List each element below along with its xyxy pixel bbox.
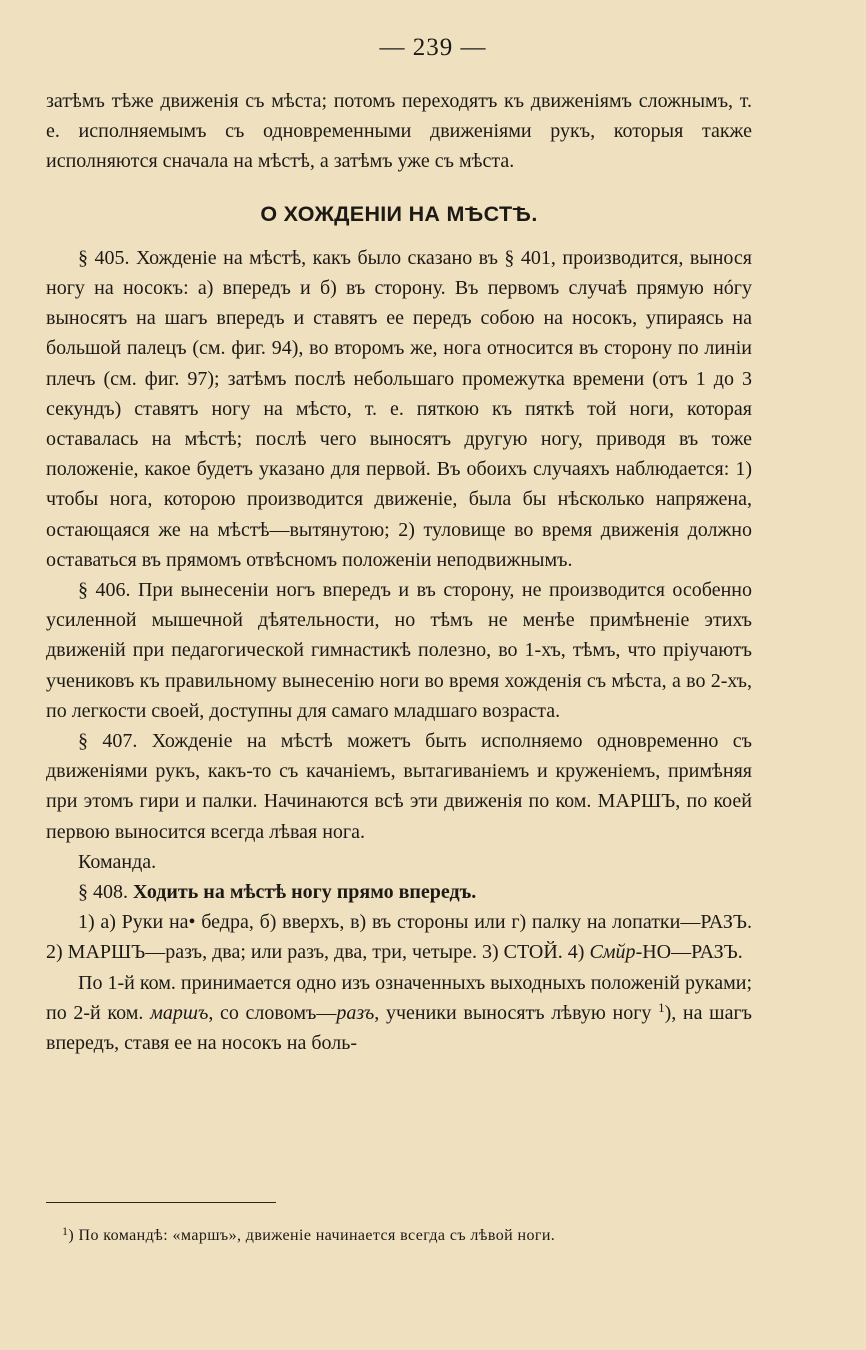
exercise-title: Ходить на мѣстѣ ногу прямо впередъ. (133, 881, 477, 904)
smir-italic: Смйр (589, 941, 636, 964)
paragraph-405: § 405. Хожденіе на мѣстѣ, какъ было сказано въ § 401, производится, вынося ногу на носокъ: а) впередъ и б) въ сторону. Въ первомъ случаѣ прямую нóгу выносятъ на шагъ впередъ и ставятъ ее передъ собою на носокъ, упираясь на большой палецъ (см. фиг. 94), во второмъ же, нога относится въ сторону по линіи плечъ (см. фиг. 97); затѣмъ послѣ небольшаго промежутка времени (отъ 1 до 3 секундъ) ставятъ ногу на мѣсто, т. е. пяткою къ пяткѣ той ноги, которая оставалась на мѣстѣ; послѣ чего выносятъ другую ногу, приводя въ тоже положеніе, какое будетъ указано для первой. Въ обоихъ случаяхъ наблюдается: 1) чтобы нога, которою производится движеніе, была бы нѣсколько напряжена, остающаяся же на мѣстѣ—вытянутою; 2) туловище во время движенія должно оставаться въ прямомъ отвѣсномъ положеніи неподвижнымъ. (46, 246, 752, 571)
section-heading: О ХОЖДЕНІИ НА МѢСТѢ. (260, 201, 538, 226)
paragraph-408-heading (46, 877, 752, 907)
command-label: Команда. (78, 850, 157, 873)
explanation-text-4: ), на шагъ впередъ, ставя ее на носокъ на боль- (46, 1001, 753, 1055)
commands-text: 1) а) Руки на• бедра, б) вверхъ, в) въ стороны или г) палку на лопатки—РАЗЪ. 2) МАРШЪ—разъ, два; или разъ, два, три, четыре. 3) СТОЙ. 4) (46, 911, 752, 964)
footnote-rule (46, 1202, 276, 1203)
body-text (46, 86, 752, 1058)
commands-text-end: -НО—РАЗЪ. (635, 941, 743, 964)
footnote-mark: 1 (62, 1224, 69, 1238)
intro-paragraph: затѣмъ тѣже движенія съ мѣста; потомъ переходятъ къ движеніямъ сложнымъ, т. е. исполняемымъ съ одновременными движеніями рукъ, которыя также исполняются сначала на мѣстѣ, а затѣмъ уже съ мѣста. (46, 90, 752, 173)
footnote-reference: 1 (658, 999, 665, 1015)
explanation-text-3: , ученики выносятъ лѣвую ногу (374, 1001, 659, 1024)
paragraph-407: § 407. Хожденіе на мѣстѣ можетъ быть исполняемо одновременно съ движеніями рукъ, какъ-то съ качаніемъ, вытагиваніемъ и круженіемъ, примѣняя при этомъ гири и палки. Начинаются всѣ эти движенія по ком. МАРШЪ, по коей первою выносится всегда лѣвая нога. (46, 730, 752, 843)
footnote (62, 1224, 762, 1245)
commands-paragraph (46, 907, 752, 967)
marsh-italic: маршъ (150, 1001, 209, 1024)
raz-italic: разъ (336, 1001, 375, 1024)
explanation-text-2: , со словомъ— (208, 1001, 337, 1024)
page-number: — 239 — (379, 34, 487, 61)
paragraph-406: § 406. При вынесеніи ногъ впередъ и въ сторону, не производится особенно усиленной мышечной дѣятельности, но тѣмъ не менѣе примѣненіе этихъ движеній при педагогической гимнастикѣ полезно, во 1-хъ, тѣмъ, что пріучаютъ учениковъ къ правильному вынесенію ноги во время хожденія съ мѣста, а во 2-хъ, по легкости своей, доступны для самаго младшаго возраста. (46, 579, 752, 722)
footnote-text: ) По командѣ: «маршъ», движеніе начинается всегда съ лѣвой ноги. (68, 1227, 556, 1244)
explanation-paragraph (46, 968, 752, 1059)
explanation-text-1: По 1-й ком. принимается одно изъ означенныхъ выходныхъ положеній руками; по 2-й ком. (46, 971, 752, 1024)
section-number-408: § 408. (78, 881, 128, 904)
